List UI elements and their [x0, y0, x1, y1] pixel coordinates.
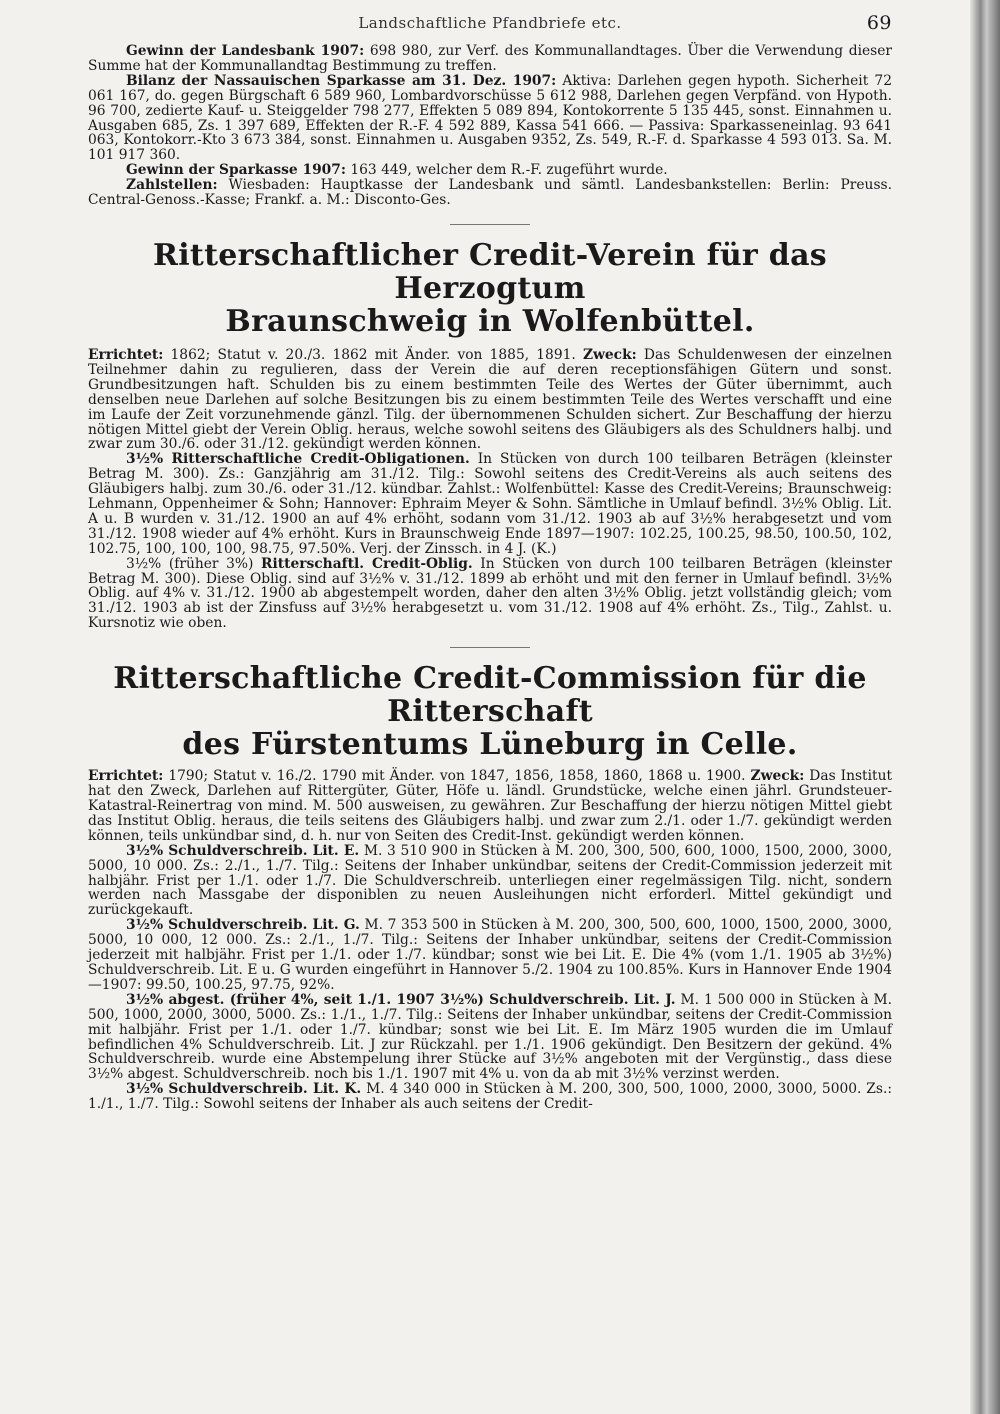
- label-zweck: Zweck:: [750, 768, 805, 785]
- label-gewinn-sparkasse: Gewinn der Sparkasse 1907:: [126, 162, 346, 179]
- text-zahlstellen: Wiesbaden: Hauptkasse der Landesbank und sämtl. Landesbankstellen: Berlin: Preuss. Central-Genoss.-Kasse; Frankf. a. M.: Disconto-Ges.: [88, 177, 892, 209]
- label-credit-obligationen: 3½% Ritterschaftliche Credit-Obligationen.: [126, 451, 470, 468]
- paragraph-bilanz: [88, 74, 892, 163]
- paragraph-gewinn-landesbank: [88, 44, 892, 74]
- page-header: [88, 10, 892, 44]
- label-lit-e: 3½% Schuldverschreib. Lit. E.: [126, 842, 360, 859]
- text-gewinn-sparkasse: 163 449, welcher dem R.-F. zugeführt wurde.: [345, 162, 668, 179]
- section-lueneburg: [88, 662, 892, 1112]
- label-lit-k: 3½% Schuldverschreib. Lit. K.: [126, 1081, 362, 1098]
- text-lit-e: M. 3 510 900 in Stücken à M. 200, 300, 500, 600, 1000, 1500, 2000, 3000, 5000, 10 000. Zs.: 2./1., 1./7. Tilg.: Seitens der Inhaber unkündbar, seitens der Credit-Commission jederzeit mit halbjähr. Frist per 1./1. oder 1./7. Die Schuldverschreib. unterliegen einer regelmässigen Tilg. nicht, sondern werden nach Massgabe der disponiblen zu neuen Ausleihungen nicht erforderl. Mittel gekündigt und zurückgekauft.: [88, 842, 893, 919]
- label-zahlstellen: Zahlstellen:: [126, 177, 218, 194]
- paragraph-credit-obligationen: [88, 452, 892, 556]
- heading-line-2: Braunschweig in Wolfenbüttel.: [225, 303, 755, 339]
- heading-line-2: des Fürstentums Lüneburg in Celle.: [182, 727, 798, 763]
- section-braunschweig: [88, 239, 892, 631]
- text-ritterschaftl-oblig: In Stücken von durch 100 teilbaren Beträgen (kleinster Betrag M. 300). Diese Oblig. sind auf 3½% v. 31./12. 1899 ab erhöht und mit den ferner in Umlauf befindl. 3½% Oblig. auf 4% v. 31./12. 1900 ab abgestempelt worden, daher den alten 3½% Oblig. jetzt vollständig gleich; vom 31./12. 1903 ab ist der Zinsfuss auf 3½% herabgesetzt u. vom 31./12. 1908 auf 4% erhöht. Zs., Tilg., Zahlst. u. Kursnotiz wie oben.: [88, 555, 892, 632]
- paragraph-lit-j: [88, 993, 892, 1082]
- paragraph-zahlstellen: [88, 178, 892, 208]
- section-divider: [450, 224, 530, 225]
- paragraph-errichtet: [88, 769, 892, 844]
- section-heading-braunschweig: [88, 239, 892, 338]
- text-errichtet: 1862; Statut v. 20./3. 1862 mit Änder. von 1885, 1891.: [163, 346, 583, 363]
- heading-line-1: Ritterschaftliche Credit-Commission für die Ritterschaft: [113, 661, 867, 730]
- text-errichtet: 1790; Statut v. 16./2. 1790 mit Änder. von 1847, 1856, 1858, 1860, 1868 u. 1900.: [163, 768, 751, 785]
- label-gewinn-landesbank: Gewinn der Landesbank 1907:: [126, 43, 365, 59]
- section-divider: [450, 647, 530, 648]
- running-title: Landschaftliche Pfandbriefe etc.: [358, 14, 622, 32]
- label-bilanz: Bilanz der Nassauischen Sparkasse am 31. Dez. 1907:: [126, 72, 557, 89]
- text-zweck: Das Schuldenwesen der einzelnen Teilnehmer dahin zu regulieren, dass der Verein die auf deren receptionsfähigen Gütern und sonst. Grundbesitzungen haft. Schulden bis zu einem bestimmten Teile des Wertes der Güter übernimmt, auch denselben neue Darlehen auf solche Besitzungen bis zu einem bestimmten Teile des Wertes verschafft und eine im Laufe der Zeit vorzunehmende gänzl. Tilg. der übernommenen Schulden sichert. Zur Beschaffung der hierzu nötigen Mittel giebt der Verein Oblig. heraus, welche sowohl seitens des Gläubigers als des Schuldners halbj. und zwar zum 30./6. oder 31./12. gekündigt werden können.: [88, 346, 892, 453]
- label-errichtet: Errichtet:: [88, 346, 164, 363]
- label-zweck: Zweck:: [582, 346, 637, 363]
- heading-line-1: Ritterschaftlicher Credit-Verein für das Herzogtum: [152, 237, 827, 306]
- label-errichtet: Errichtet:: [88, 768, 164, 785]
- text-gewinn-landesbank: 698 980, zur Verf. des Kommunallandtages. Über die Verwendung dieser Summe hat der Kommunallandtag Bestimmung zu treffen.: [88, 43, 893, 74]
- paragraph-errichtet: [88, 348, 892, 452]
- paragraph-ritterschaftl-oblig: [88, 557, 892, 632]
- label-ritterschaftl-oblig: Ritterschaftl. Credit-Oblig.: [261, 555, 473, 572]
- section-nassau: [88, 44, 892, 208]
- text-credit-obligationen: In Stücken von durch 100 teilbaren Beträgen (kleinster Betrag M. 300). Zs.: Ganzjährig am 31./12. Tilg.: Sowohl seitens des Credit-Vereins als auch seitens des Gläubigers halbj. zum 30./6. oder 31./12. kündbar. Zahlst.: Wolfenbüttel: Kasse des Credit-Vereins; Braunschweig: Lehmann, Oppenheimer & Sohn; Hannover: Ephraim Meyer & Sohn. Sämtliche in Umlauf befindl. 3½% Oblig. Lit. A u. B wurden v. 31./12. 1900 an auf 4% erhöht, sodann vom 31./12. 1903 ab auf 3½% herabgesetzt und vom 31./12. 1908 wieder auf 4% erhöht. Kurs in Braunschweig Ende 1897—1907: 102.25, 100.25, 98.50, 100.50, 102, 102.75, 100, 100, 100, 98.75, 97.50%. Verj. der Zinssch. in 4 J. (K.): [88, 451, 892, 557]
- paragraph-gewinn-sparkasse: [88, 163, 892, 178]
- text-lit-g: M. 7 353 500 in Stücken à M. 200, 300, 500, 600, 1000, 1500, 2000, 3000, 5000, 10 000, 12 000. Zs.: 2./1., 1./7. Tilg.: Seitens der Inhaber unkündbar, seitens der Credit-Commission jederzeit mit halbjähr. Frist per 1./1. oder 1./7. kündbar; sonst wie bei Lit. E. Die 4% (vom 1./1. 1905 ab 3½%) Schuldverschreib. Lit. E u. G wurden eingeführt in Hannover 5./2. 1904 zu 100.85%. Kurs in Hannover Ende 1904—1907: 99.50, 100.25, 97.75, 92%.: [88, 917, 892, 993]
- page-edge-shadow: [970, 0, 1000, 1414]
- text-lit-k: M. 4 340 000 in Stücken à M. 200, 300, 500, 1000, 2000, 3000, 5000. Zs.: 1./1., 1./7. Tilg.: Sowohl seitens der Inhaber als auch seitens der Credit-: [88, 1081, 892, 1113]
- page-number: 69: [866, 12, 892, 34]
- paragraph-lit-g: [88, 918, 892, 993]
- section-heading-lueneburg: [88, 662, 892, 761]
- paragraph-lit-k: [88, 1082, 892, 1112]
- paragraph-lit-e: [88, 844, 892, 919]
- label-lit-g: 3½% Schuldverschreib. Lit. G.: [126, 917, 360, 934]
- prefix-ritterschaftl-oblig: 3½% (früher 3%): [126, 555, 261, 572]
- text-zweck: Das Institut hat den Zweck, Darlehen auf Rittergüter, Güter, Höfe u. ländl. Grundstücke, welche einen jährl. Grundsteuer-Katastral-Reinertrag von mind. M. 500 ausweisen, zu gewähren. Zur Beschaffung der hierzu nötigen Mittel giebt das Institut Oblig. heraus, die teils seitens des Gläubigers halbj. und zwar zum 2./1. oder 1./7. gekündigt werden können, teils unkündbar sind, d. h. nur von Seiten des Credit-Inst. gekündigt werden können.: [88, 768, 892, 844]
- text-lit-j: M. 1 500 000 in Stücken à M. 500, 1000, 2000, 3000, 5000. Zs.: 1./1., 1./7. Tilg.: Seitens der Inhaber unkündbar, seitens der Credit-Commission mit halbjähr. Frist per 1./1. oder 1./7. kündbar; sonst wie bei Lit. E. Im März 1905 wurden die im Umlauf befindlichen 4% Schuldverschreib. Lit. J zur Rückzahl. per 1./1. 1906 gekündigt. Den Besitzern der gekünd. 4% Schuldverschreib. wurde eine Abstempelung ihrer Stücke auf 3½% angeboten mit der Vergünstig., dass diese 3½% abgest. Schuldverschreib. noch bis 1./1. 1907 mit 4% u. von da ab mit 3½% verzinst werden.: [88, 991, 892, 1083]
- text-bilanz: Aktiva: Darlehen gegen hypoth. Sicherheit 72 061 167, do. gegen Bürgschaft 6 589 960, Lombardvorschüsse 5 612 988, Darlehen gegen Verpfänd. von Hypoth. 96 700, zedierte Kauf- u. Steiggelder 798 277, Effekten 5 089 894, Kontokorrente 5 135 445, sonst. Einnahmen u. Ausgaben 685, Zs. 1 397 689, Effekten der R.-F. 4 592 889, Kassa 541 666. — Passiva: Sparkasseneinlag. 93 641 063, Kontokorr.-Kto 3 673 384, sonst. Einnahmen u. Ausgaben 9352, Zs. 549, R.-F. d. Sparkasse 4 593 013. Sa. M. 101 917 360.: [88, 72, 892, 164]
- label-lit-j: 3½% abgest. (früher 4%, seit 1./1. 1907 3½%) Schuldverschreib. Lit. J.: [126, 991, 676, 1008]
